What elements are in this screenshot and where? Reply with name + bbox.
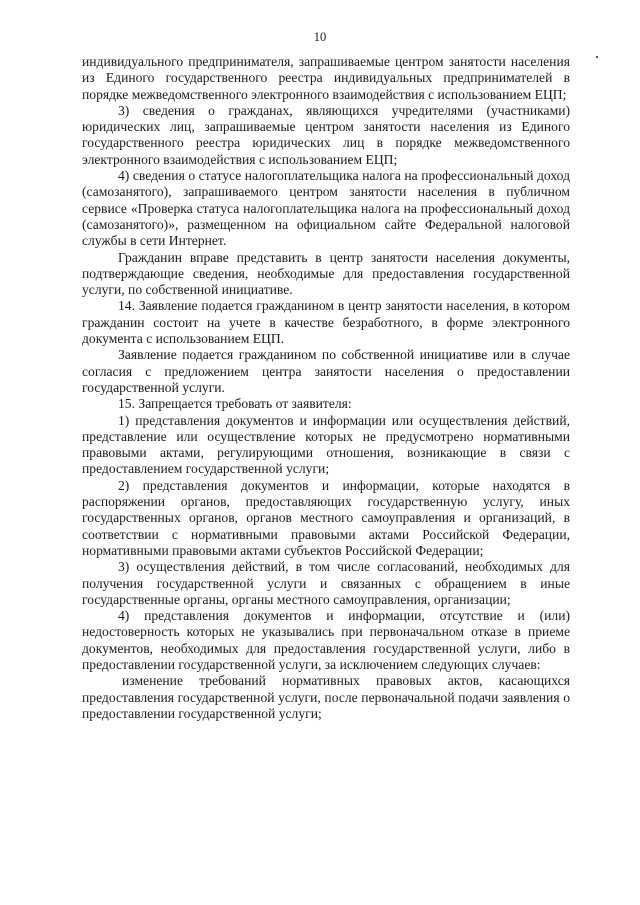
page-number: 10 — [313, 30, 327, 44]
paragraph-continuation: индивидуального предпринимателя, запрашиваемые центром занятости населения из Единого государственного реестра индивидуальных предпринимателей в порядке межведомственного электронного взаимодействия с использованием ЕЦП; — [82, 54, 570, 102]
paragraph-application-initiative: Заявление подается гражданином по собственной инициативе или в случае согласия с предложением центра занятости населения о предоставлении государственной услуги. — [82, 347, 570, 395]
paragraph-prohibition-2: 2) представления документов и информации, которые находятся в распоряжении органов, предоставляющих государственную услугу, иных государственных органов, органов местного самоуправления и организаций, в соответствии с нормативными правовыми актами Российской Федерации, нормативными правовыми актами субъектов Российской Федерации; — [82, 477, 570, 558]
paragraph-clause-14: 14. Заявление подается гражданином в центр занятости населения, в котором гражданин состоит на учете в качестве безработного, в форме электронного документа с использованием ЕЦП. — [82, 298, 570, 347]
document-body — [82, 54, 570, 722]
paragraph-prohibition-1: 1) представления документов и информации или осуществления действий, представление или осуществление которых не предусмотрено нормативными правовыми актами, регулирующими отношения, возникающие в связи с предоставлением государственной услуги; — [82, 412, 570, 477]
paragraph-citizen-right: Гражданин вправе представить в центр занятости населения документы, подтверждающие сведения, необходимые для предоставления государственной услуги, по собственной инициативе. — [82, 249, 570, 298]
paragraph-prohibition-3: 3) осуществления действий, в том числе согласований, необходимых для получения государственной услуги и связанных с обращением в иные государственные органы, органы местного самоуправления, организации; — [82, 559, 570, 607]
paragraph-item-3: 3) сведения о гражданах, являющихся учредителями (участниками) юридических лиц, запрашиваемые центром занятости населения из Единого государственного реестра юридических лиц в порядке межведомственного электронного взаимодействия с использованием ЕЦП; — [82, 102, 570, 167]
paragraph-prohibition-4: 4) представления документов и информации, отсутствие и (или) недостоверность которых не указывались при первоначальном отказе в приеме документов, необходимых для предоставления государственной услуги, либо в предоставлении государственной услуги, за исключением следующих случаев: — [82, 608, 570, 672]
paragraph-item-4: 4) сведения о статусе налогоплательщика налога на профессиональный доход (самозанятого), запрашиваемого центром занятости населения в публичном сервисе «Проверка статуса налогоплательщика налога на профессиональный доход (самозанятого)», размещенном на официальном сайте Федеральной налоговой службы в сети Интернет. — [82, 168, 570, 249]
paragraph-exception-1: изменение требований нормативных правовых актов, касающихся предоставления государственной услуги, после первоначальной подачи заявления о предоставлении государственной услуги; — [82, 673, 570, 721]
scan-speck — [596, 56, 598, 58]
paragraph-clause-15: 15. Запрещается требовать от заявителя: — [118, 396, 352, 412]
